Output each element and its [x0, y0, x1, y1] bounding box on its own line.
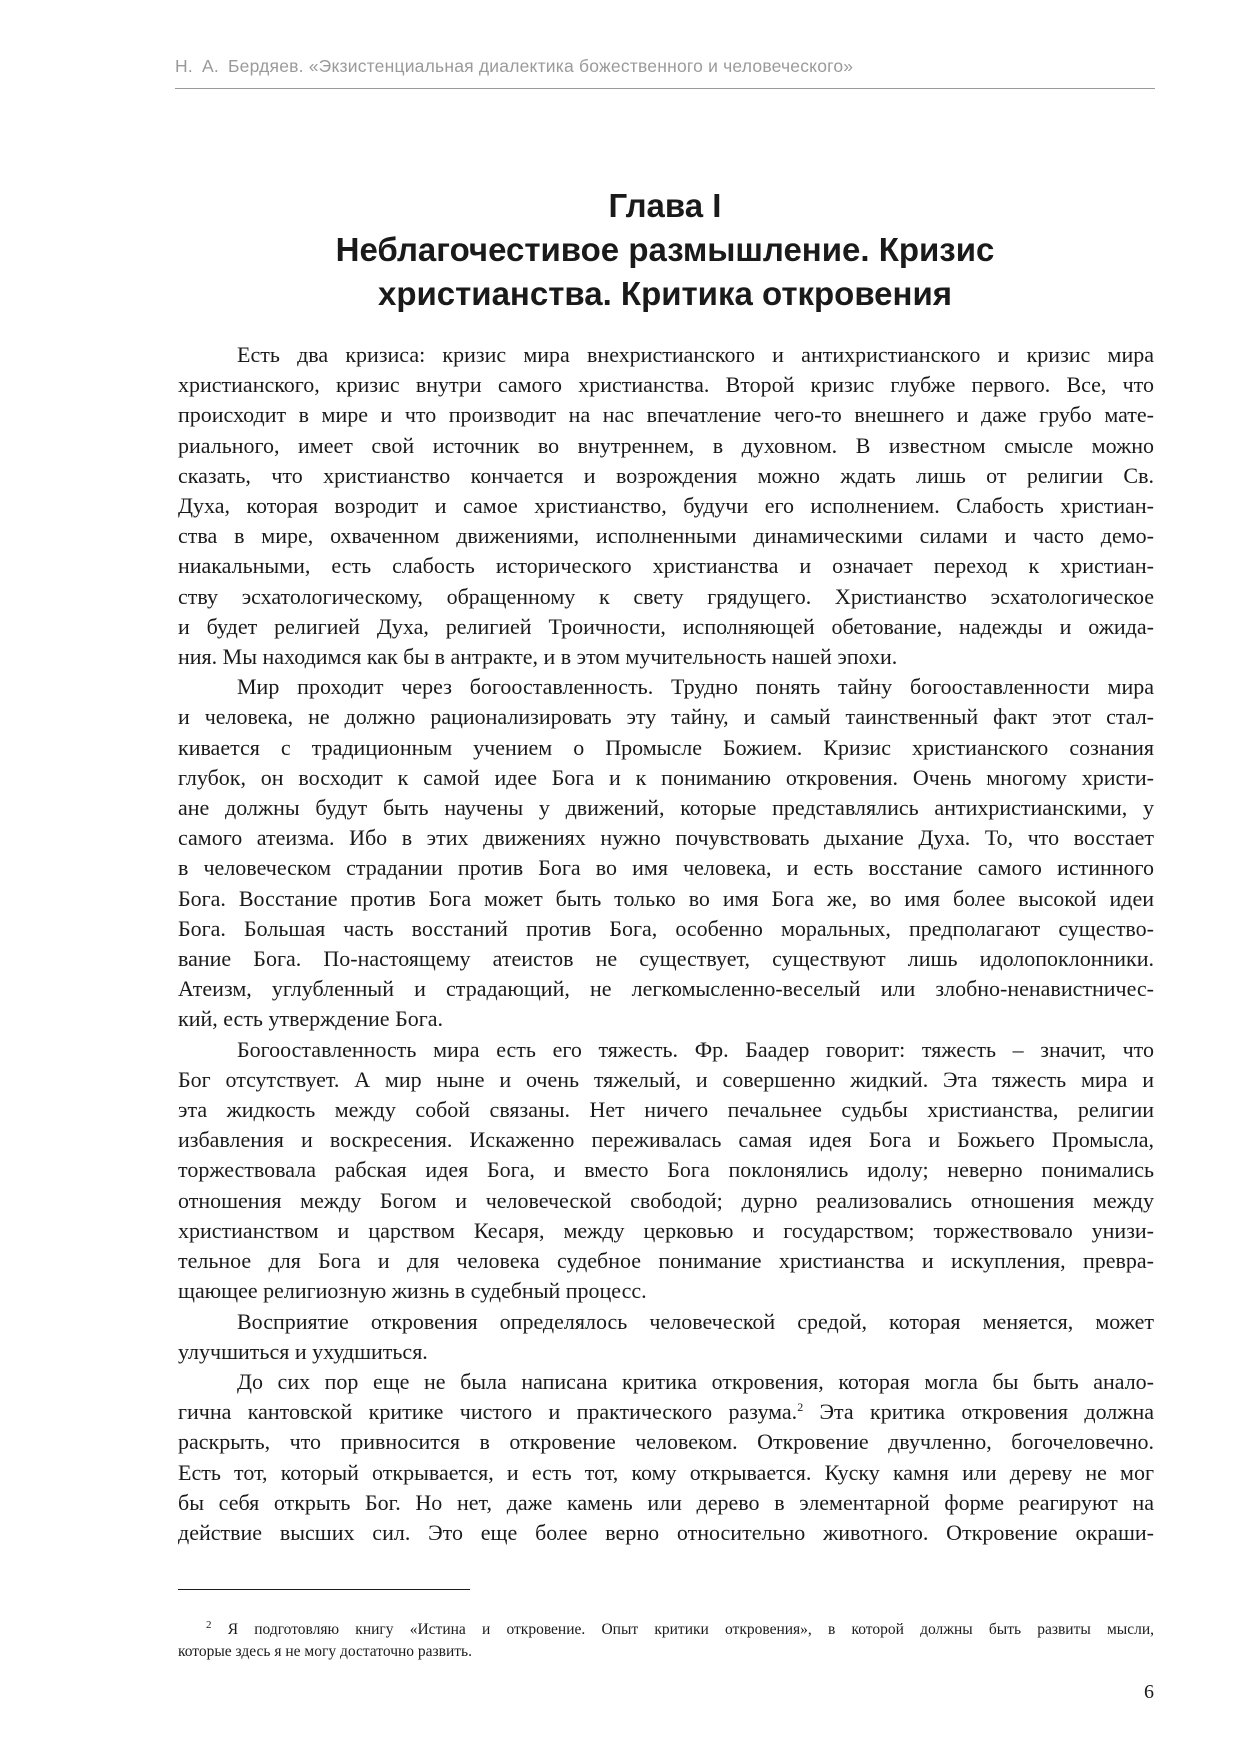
text-line: христианством и царством Кесаря, между церковью и государством; торжествовало унизи- [178, 1217, 1154, 1243]
text-line: Бог отсутствует. А мир ныне и очень тяжелый, и совершенно жидкий. Эта тяжесть мира и [178, 1066, 1154, 1092]
footnote-line: которые здесь я не могу достаточно развить. [178, 1643, 473, 1660]
text-line: Бога. Восстание против Бога может быть только во имя Бога же, во имя более высокой идеи [178, 885, 1154, 911]
text-segment: гична кантовской критике чистого и практического разума. [178, 1399, 798, 1425]
text-line: улучшиться и ухудшиться. [178, 1338, 428, 1364]
footnote-line [178, 1619, 1154, 1641]
body-text [178, 340, 1154, 1548]
running-header [175, 56, 853, 77]
footnote [178, 1619, 1154, 1663]
text-line: Бога. Большая часть восстаний против Бога, особенно моральных, предполагают существо- [178, 915, 1154, 941]
text-line: действие высших сил. Это еще более верно относительно животного. Откровение окраши- [178, 1519, 1154, 1545]
text-line: бы себя открыть Бог. Но нет, даже камень или дерево в элементарной форме реагируют на [178, 1489, 1154, 1515]
text-line: в человеческом страдании против Бога во имя человека, и есть восстание самого истинного [178, 855, 1154, 881]
text-line: и будет религией Духа, религией Троичности, исполняющей обетование, надежды и ожида- [178, 613, 1154, 639]
paragraph-5 [178, 1367, 1154, 1548]
text-line: риального, имеет свой источник во внутреннем, в духовном. В известном смысле можно [178, 432, 1154, 458]
header-divider [175, 88, 1155, 89]
text-line: До сих пор еще не была написана критика откровения, которая могла бы быть анало- [237, 1368, 1154, 1394]
chapter-title-line-2: христианства. Критика откровения [377, 275, 953, 312]
text-segment: Эта критика откровения должна [803, 1399, 1154, 1425]
text-line: Атеизм, углубленный и страдающий, не легкомысленно-веселый или злобно-ненавистничес- [178, 976, 1154, 1002]
text-line: Есть два кризиса: кризис мира внехристианского и антихристианского и кризис мира [237, 342, 1154, 367]
text-line [178, 1397, 1154, 1427]
footnote-marker: 2 [206, 1619, 212, 1631]
text-line: происходит в мире и что производит на нас впечатление чего-то внешнего и даже грубо мате- [178, 402, 1154, 428]
chapter-title-line-1: Неблагочестивое размышление. Кризис [335, 231, 995, 268]
text-line: ства в мире, охваченном движениями, исполненными динамическими силами и часто демо- [178, 523, 1154, 549]
text-line: Богооставленность мира есть его тяжесть. Фр. Баадер говорит: тяжесть – значит, что [237, 1036, 1154, 1062]
text-line: самого атеизма. Ибо в этих движениях нужно почувствовать дыхание Духа. То, что восстает [178, 825, 1154, 851]
text-line: сказать, что христианство кончается и возрождения можно ждать лишь от религии Св. [178, 462, 1154, 488]
footnote-reference[interactable]: 2 [797, 1400, 804, 1415]
chapter-heading [175, 184, 1155, 316]
text-line: тельное для Бога и для человека судебное понимание христианства и искупления, превра- [178, 1248, 1154, 1274]
paragraph-4 [178, 1307, 1154, 1367]
chapter-number: Глава I [608, 187, 722, 224]
text-line: и человека, не должно рационализировать эту тайну, и самый таинственный факт этот стал- [178, 704, 1154, 730]
text-line: вание Бога. По-настоящему атеистов не существует, существуют лишь идолопоклонники. [178, 946, 1154, 972]
text-line: щающее религиозную жизнь в судебный процесс. [178, 1278, 647, 1304]
text-line: Восприятие откровения определялось человеческой средой, которая меняется, может [237, 1308, 1154, 1334]
text-line: Мир проходит через богооставленность. Трудно понять тайну богооставленности мира [237, 674, 1154, 700]
text-line: кий, есть утверждение Бога. [178, 1006, 443, 1032]
text-line: ству эсхатологическому, обращенному к свету грядущего. Христианство эсхатологическое [178, 583, 1154, 609]
text-line: кивается с традиционным учением о Промысле Божием. Кризис христианского сознания [178, 734, 1154, 760]
footnote-text: Я подготовляю книгу «Истина и откровение. Опыт критики откровения», в которой должны быть развиты мысли, [211, 1621, 1154, 1638]
paragraph-2 [178, 672, 1154, 1034]
text-line: ниакальными, есть слабость исторического христианства и означает переход к христиан- [178, 553, 1154, 579]
text-line: глубок, он восходит к самой идее Бога и к пониманию откровения. Очень многому христи- [178, 764, 1154, 790]
page-number: 6 [1144, 1681, 1154, 1703]
text-line: избавления и воскресения. Искаженно переживалась самая идея Бога и Божьего Промысла, [178, 1127, 1154, 1153]
header-author: Н. А. Бердяев. [175, 56, 304, 76]
text-line: ния. Мы находимся как бы в антракте, и в этом мучительность нашей эпохи. [178, 644, 898, 670]
text-line: раскрыть, что привносится в откровение человеком. Откровение двучленно, богочеловечно. [178, 1429, 1154, 1455]
text-line: отношения между Богом и человеческой свободой; дурно реализовались отношения между [178, 1187, 1154, 1213]
header-title: «Экзистенциальная диалектика божественного и человеческого» [308, 56, 854, 76]
footnote-divider [178, 1589, 470, 1590]
text-line: ане должны будут быть научены у движений, которые представлялись антихристианскими, у [178, 795, 1154, 821]
text-line: эта жидкость между собой связаны. Нет ничего печальнее судьбы христианства, религии [178, 1097, 1154, 1123]
text-line: христианского, кризис внутри самого христианства. Второй кризис глубже первого. Все, что [178, 372, 1154, 398]
text-line: Духа, которая возродит и самое христианство, будучи его исполнением. Слабость христиан- [178, 493, 1154, 519]
text-line: торжествовала рабская идея Бога, и вместо Бога поклонялись идолу; неверно понимались [178, 1157, 1154, 1183]
paragraph-3 [178, 1035, 1154, 1307]
paragraph-1 [178, 340, 1154, 672]
text-line: Есть тот, который открывается, и есть тот, кому открывается. Куску камня или дереву не мог [178, 1459, 1154, 1485]
